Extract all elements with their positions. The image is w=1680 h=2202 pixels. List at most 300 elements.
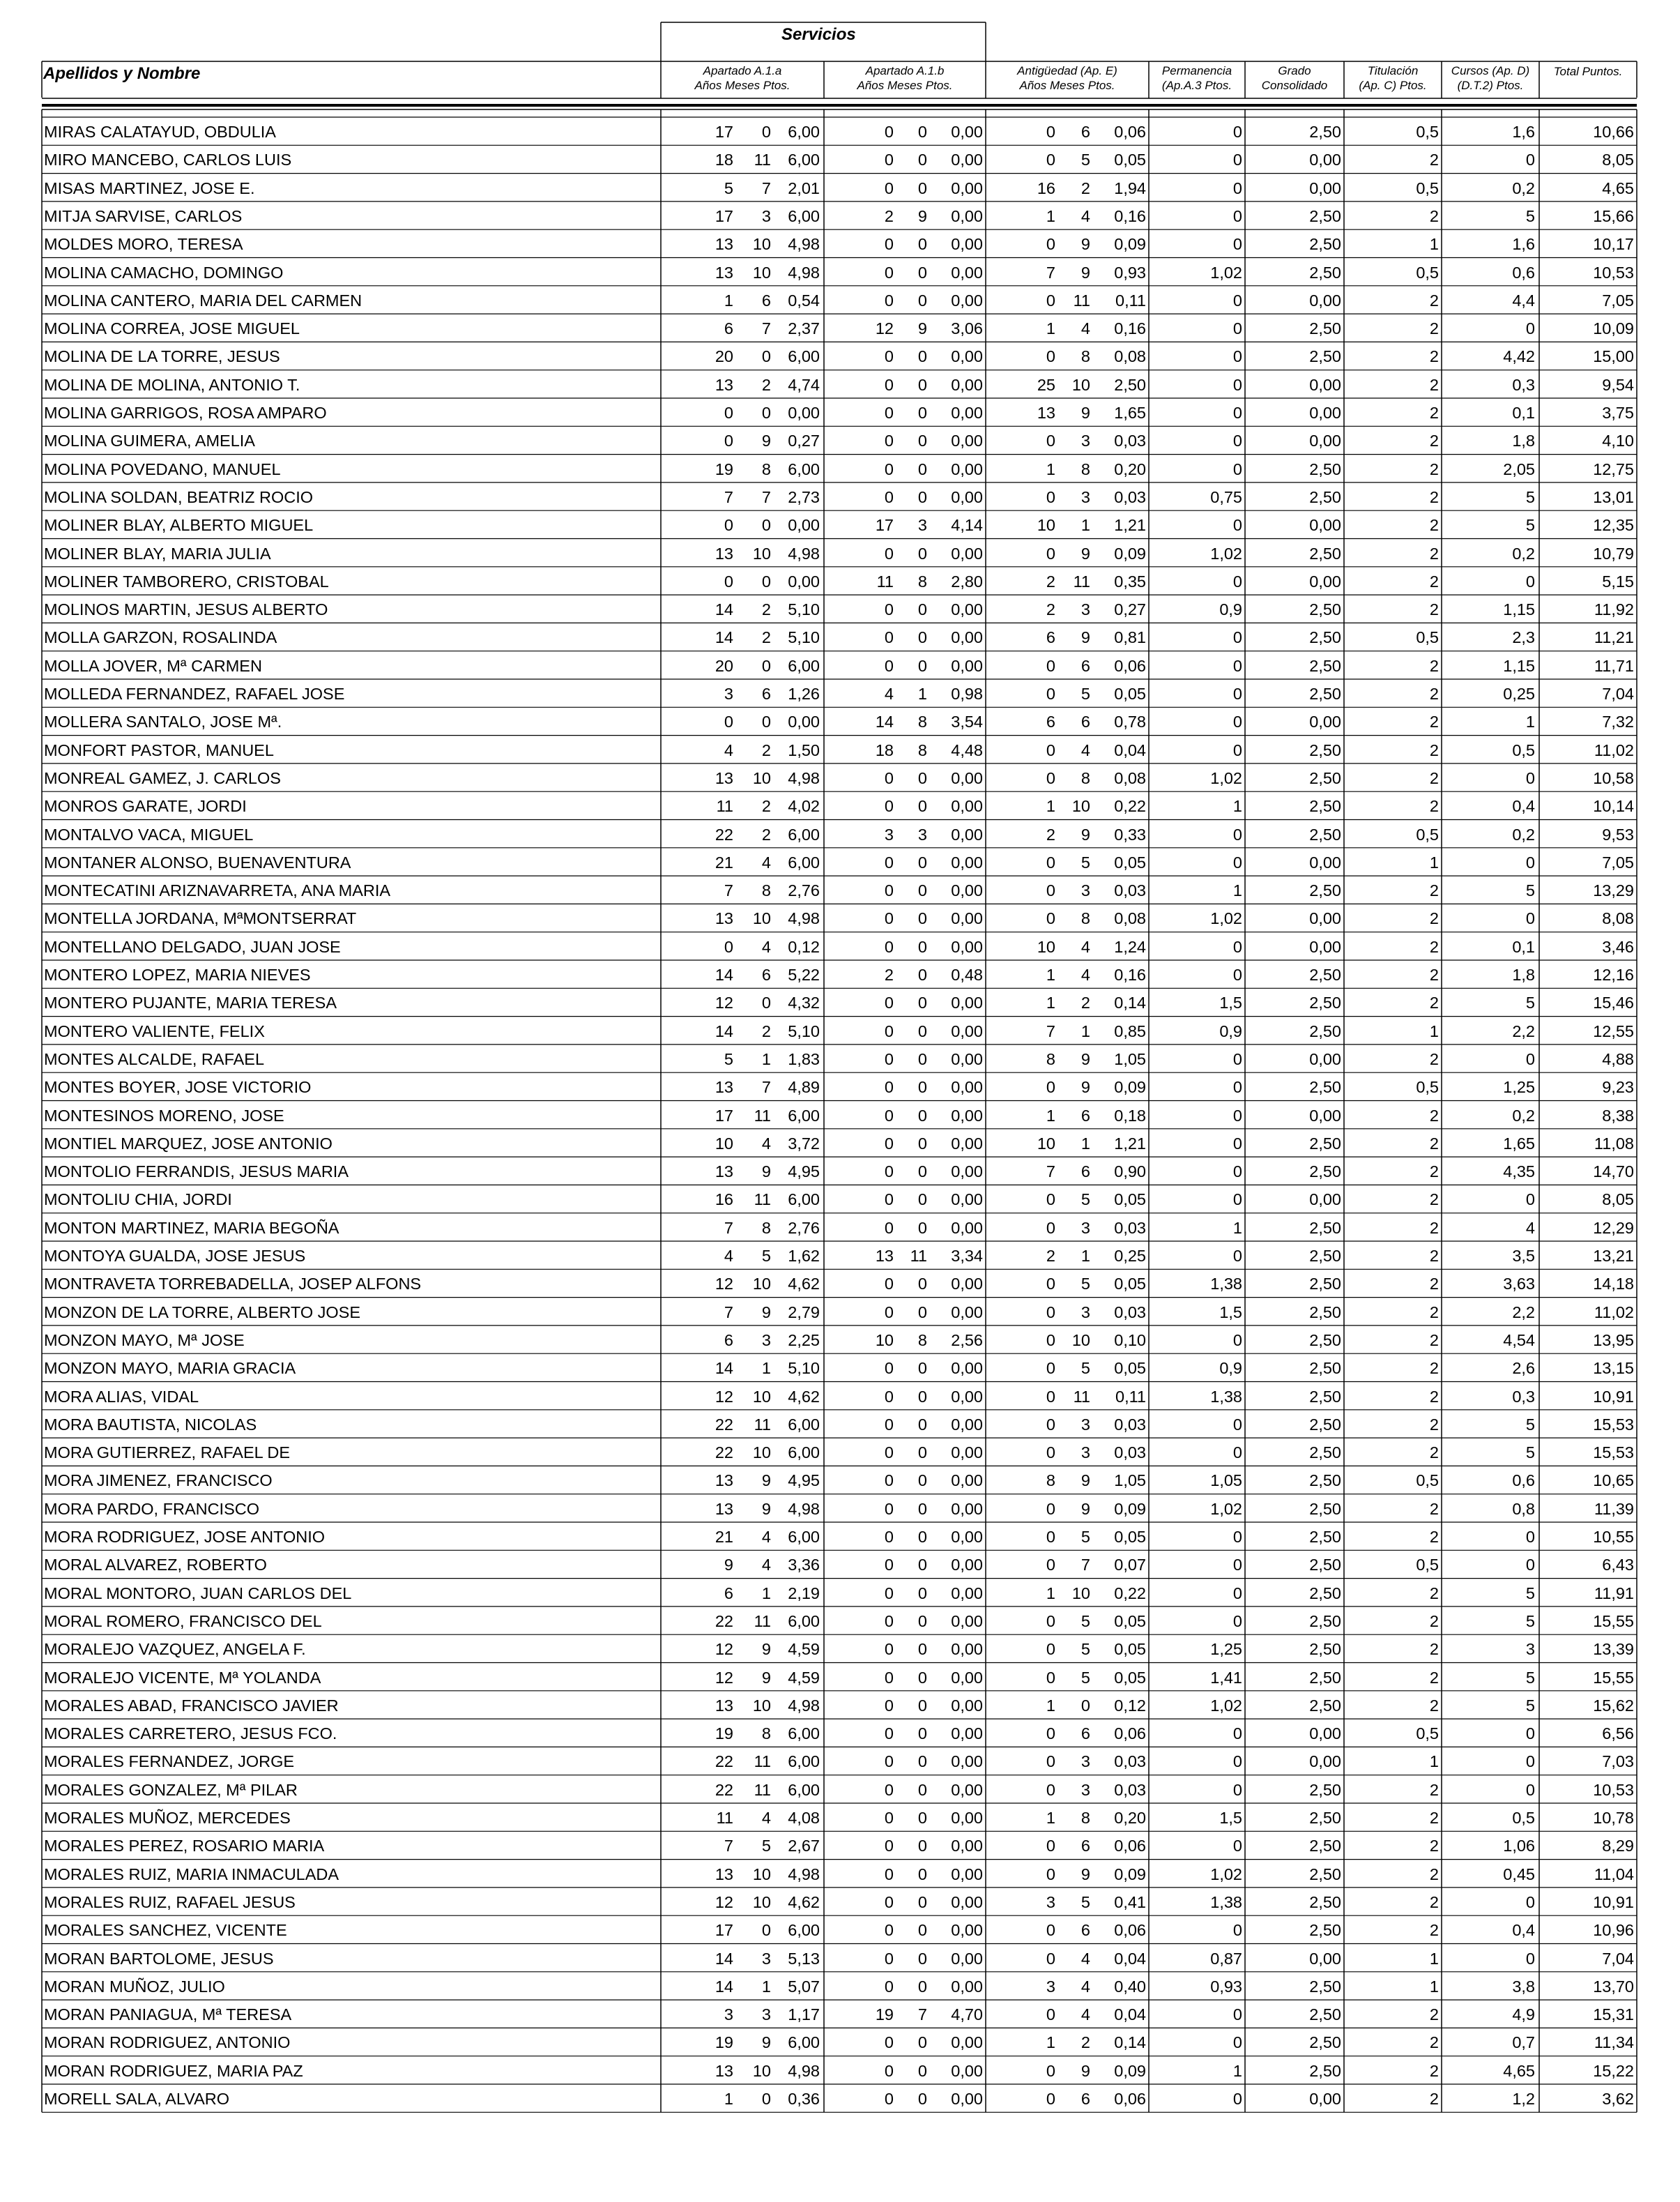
cell-a1a-points: 1,83 (788, 1049, 820, 1068)
cell-a1a-months: 4 (761, 853, 771, 872)
cell-a1b-points: 0,00 (951, 1471, 983, 1490)
cell-name: MONZON MAYO, Mª JOSE (44, 1330, 245, 1349)
cell-a1a-months: 3 (761, 206, 771, 225)
cell-seniority-points: 0,03 (1114, 432, 1146, 450)
cell-name: MOLINA CANTERO, MARIA DEL CARMEN (44, 291, 362, 310)
cell-a1a-years: 13 (715, 1499, 733, 1518)
cell-seniority-months: 4 (1080, 1977, 1090, 1996)
cell-a1a-points: 4,59 (788, 1668, 820, 1687)
cell-degree-points: 2 (1429, 206, 1439, 225)
cell-a1a-points: 4,02 (788, 797, 820, 816)
cell-a1a-points: 6,00 (788, 1106, 820, 1125)
cell-degree-points: 1 (1429, 235, 1439, 254)
cell-courses-points: 5 (1525, 487, 1535, 506)
cell-seniority-years: 0 (1046, 487, 1055, 506)
cell-total-points: 13,70 (1593, 1977, 1634, 1996)
cell-a1a-months: 1 (761, 1977, 771, 1996)
cell-a1b-months: 0 (917, 1724, 927, 1743)
cell-a1b-years: 0 (884, 1865, 894, 1883)
cell-a1b-years: 0 (884, 123, 894, 141)
cell-permanence: 0 (1232, 516, 1242, 535)
cell-total-points: 15,22 (1593, 2061, 1634, 2080)
cell-permanence: 0 (1232, 1190, 1242, 1209)
cell-total-points: 13,29 (1593, 881, 1634, 900)
cell-consolidated-grade: 2,50 (1309, 1443, 1341, 1462)
cell-a1b-points: 0,00 (951, 2061, 983, 2080)
cell-a1b-points: 0,00 (951, 628, 983, 647)
cell-consolidated-grade: 2,50 (1309, 656, 1341, 675)
cell-a1a-years: 13 (715, 1471, 733, 1490)
cell-a1b-points: 0,00 (951, 1359, 983, 1378)
cell-total-points: 10,17 (1593, 235, 1634, 254)
cell-a1b-years: 0 (884, 2061, 894, 2080)
cell-total-points: 11,02 (1594, 1303, 1634, 1321)
cell-a1a-months: 2 (761, 1022, 771, 1040)
cell-a1b-months: 0 (917, 1499, 927, 1518)
cell-a1b-months: 0 (917, 937, 927, 956)
cell-a1a-points: 4,98 (788, 2061, 820, 2080)
cell-a1a-months: 10 (752, 1443, 771, 1462)
cell-a1a-months: 4 (761, 937, 771, 956)
cell-a1b-points: 4,14 (951, 516, 983, 535)
cell-a1a-months: 9 (761, 1640, 771, 1659)
cell-seniority-months: 5 (1080, 1640, 1090, 1659)
cell-a1a-months: 7 (761, 319, 771, 338)
cell-courses-points: 5 (1525, 994, 1535, 1012)
cell-a1a-points: 5,10 (788, 600, 820, 619)
cell-seniority-points: 1,21 (1114, 516, 1146, 535)
cell-name: MORALES FERNANDEZ, JORGE (44, 1752, 295, 1771)
cell-seniority-points: 0,09 (1114, 1078, 1146, 1097)
cell-a1b-points: 0,00 (951, 1949, 983, 1968)
cell-consolidated-grade: 2,50 (1309, 1218, 1341, 1237)
cell-name: MOLDES MORO, TERESA (44, 235, 243, 254)
cell-courses-points: 5 (1525, 1611, 1535, 1630)
cell-permanence: 0 (1232, 628, 1242, 647)
cell-consolidated-grade: 2,50 (1309, 1921, 1341, 1940)
cell-seniority-years: 0 (1046, 1443, 1055, 1462)
cell-total-points: 10,66 (1593, 123, 1634, 141)
cell-seniority-months: 8 (1080, 909, 1090, 928)
cell-degree-points: 0,5 (1416, 1556, 1439, 1574)
cell-degree-points: 2 (1429, 404, 1439, 422)
cell-name: MORAN PANIAGUA, Mª TERESA (44, 2005, 292, 2024)
cell-seniority-points: 0,14 (1114, 2033, 1146, 2052)
cell-a1a-months: 0 (761, 2090, 771, 2108)
cell-a1b-years: 0 (884, 2090, 894, 2108)
cell-courses-points: 0 (1525, 1752, 1535, 1771)
cell-degree-points: 2 (1429, 994, 1439, 1012)
cell-seniority-years: 1 (1046, 797, 1055, 816)
cell-a1b-months: 0 (917, 291, 927, 310)
cell-name: MONTES BOYER, JOSE VICTORIO (44, 1078, 312, 1097)
cell-seniority-years: 1 (1046, 206, 1055, 225)
cell-permanence: 0 (1232, 179, 1242, 197)
cell-a1a-points: 4,98 (788, 263, 820, 282)
cell-a1a-years: 17 (715, 1921, 733, 1940)
cell-a1a-points: 6,00 (788, 1528, 820, 1546)
cell-a1a-months: 3 (761, 1330, 771, 1349)
cell-a1b-years: 0 (884, 1190, 894, 1209)
cell-a1b-months: 0 (917, 151, 927, 169)
cell-a1b-points: 0,00 (951, 1921, 983, 1940)
cell-name: MOLINOS MARTIN, JESUS ALBERTO (44, 600, 328, 619)
cell-a1b-years: 12 (875, 319, 894, 338)
cell-a1a-points: 6,00 (788, 347, 820, 366)
cell-seniority-months: 9 (1080, 628, 1090, 647)
cell-total-points: 7,05 (1602, 853, 1634, 872)
cell-name: MONZON MAYO, MARIA GRACIA (44, 1359, 296, 1378)
cell-seniority-points: 0,90 (1114, 1162, 1146, 1181)
cell-courses-points: 5 (1525, 1415, 1535, 1434)
cell-a1a-years: 3 (724, 2005, 733, 2024)
cell-name: MONTOLIU CHIA, JORDI (44, 1190, 232, 1209)
cell-consolidated-grade: 2,50 (1309, 487, 1341, 506)
cell-a1b-points: 0,00 (951, 1162, 983, 1181)
cell-a1b-months: 0 (917, 1949, 927, 1968)
cell-courses-points: 0 (1525, 572, 1535, 591)
cell-degree-points: 2 (1429, 797, 1439, 816)
cell-seniority-years: 13 (1037, 404, 1055, 422)
cell-name: MISAS MARTINEZ, JOSE E. (44, 179, 255, 197)
cell-seniority-months: 10 (1071, 375, 1090, 394)
cell-permanence: 0 (1232, 291, 1242, 310)
cell-a1a-months: 1 (761, 1584, 771, 1602)
cell-a1a-months: 4 (761, 1556, 771, 1574)
cell-total-points: 3,75 (1602, 404, 1634, 422)
cell-seniority-points: 1,05 (1114, 1049, 1146, 1068)
cell-courses-points: 0 (1525, 151, 1535, 169)
cell-a1a-months: 4 (761, 1809, 771, 1827)
cell-courses-points: 2,2 (1512, 1303, 1535, 1321)
cell-courses-points: 0 (1525, 768, 1535, 787)
cell-a1b-years: 18 (875, 741, 894, 759)
cell-a1b-years: 0 (884, 909, 894, 928)
cell-a1a-points: 1,62 (788, 1247, 820, 1265)
cell-a1a-years: 12 (715, 1892, 733, 1911)
cell-permanence: 1 (1232, 881, 1242, 900)
cell-total-points: 10,65 (1593, 1471, 1634, 1490)
cell-a1a-years: 22 (715, 825, 733, 844)
cell-courses-points: 5 (1525, 881, 1535, 900)
cell-consolidated-grade: 2,50 (1309, 1275, 1341, 1293)
cell-seniority-years: 0 (1046, 1218, 1055, 1237)
cell-a1a-months: 2 (761, 600, 771, 619)
cell-a1a-years: 0 (724, 572, 733, 591)
cell-a1b-years: 0 (884, 1696, 894, 1715)
cell-seniority-years: 0 (1046, 151, 1055, 169)
cell-seniority-points: 0,16 (1114, 206, 1146, 225)
cell-name: MONROS GARATE, JORDI (44, 797, 247, 816)
cell-a1b-months: 0 (917, 1921, 927, 1940)
cell-a1a-months: 0 (761, 656, 771, 675)
cell-a1a-years: 12 (715, 1275, 733, 1293)
cell-seniority-years: 6 (1046, 628, 1055, 647)
cell-permanence: 0,9 (1219, 600, 1242, 619)
cell-degree-points: 2 (1429, 460, 1439, 478)
cell-courses-points: 0,4 (1512, 797, 1535, 816)
cell-seniority-years: 7 (1046, 1162, 1055, 1181)
cell-permanence: 0 (1232, 1752, 1242, 1771)
cell-degree-points: 2 (1429, 516, 1439, 535)
cell-a1b-months: 0 (917, 1471, 927, 1490)
cell-seniority-points: 0,81 (1114, 628, 1146, 647)
cell-seniority-points: 0,04 (1114, 1949, 1146, 1968)
cell-a1b-months: 0 (917, 347, 927, 366)
cell-name: MORALES RUIZ, RAFAEL JESUS (44, 1892, 296, 1911)
cell-a1b-points: 0,00 (951, 235, 983, 254)
cell-seniority-years: 0 (1046, 1415, 1055, 1434)
cell-courses-points: 0,7 (1512, 2033, 1535, 2052)
cell-name: MORALES ABAD, FRANCISCO JAVIER (44, 1696, 339, 1715)
cell-a1b-years: 0 (884, 544, 894, 563)
cell-a1a-points: 4,98 (788, 1696, 820, 1715)
cell-consolidated-grade: 2,50 (1309, 1837, 1341, 1855)
cell-a1a-years: 0 (724, 432, 733, 450)
cell-a1a-points: 4,08 (788, 1809, 820, 1827)
cell-seniority-months: 8 (1080, 768, 1090, 787)
cell-a1b-months: 3 (917, 825, 927, 844)
cell-seniority-years: 1 (1046, 994, 1055, 1012)
cell-permanence: 0 (1232, 151, 1242, 169)
cell-permanence: 0 (1232, 825, 1242, 844)
cell-a1a-years: 19 (715, 460, 733, 478)
cell-total-points: 7,32 (1602, 713, 1634, 731)
cell-permanence: 0 (1232, 432, 1242, 450)
cell-a1a-years: 6 (724, 319, 733, 338)
cell-permanence: 0 (1232, 1724, 1242, 1743)
cell-a1a-years: 18 (715, 151, 733, 169)
cell-name: MONTRAVETA TORREBADELLA, JOSEP ALFONS (44, 1275, 422, 1293)
column-header-label: Titulación (1367, 64, 1419, 77)
cell-a1b-months: 9 (917, 319, 927, 338)
cell-a1b-years: 0 (884, 1415, 894, 1434)
cell-seniority-months: 6 (1080, 1162, 1090, 1181)
cell-a1b-years: 0 (884, 1724, 894, 1743)
cell-seniority-points: 0,06 (1114, 1724, 1146, 1743)
cell-permanence: 0 (1232, 347, 1242, 366)
cell-seniority-points: 0,09 (1114, 1865, 1146, 1883)
cell-consolidated-grade: 2,50 (1309, 966, 1341, 984)
cell-total-points: 15,55 (1593, 1668, 1634, 1687)
cell-name: MORAL MONTORO, JUAN CARLOS DEL (44, 1584, 352, 1602)
cell-name: MOLINA DE MOLINA, ANTONIO T. (44, 375, 300, 394)
cell-degree-points: 2 (1429, 768, 1439, 787)
cell-permanence: 1,02 (1210, 1696, 1242, 1715)
cell-courses-points: 0 (1525, 909, 1535, 928)
cell-seniority-months: 5 (1080, 1275, 1090, 1293)
cell-consolidated-grade: 2,50 (1309, 1359, 1341, 1378)
cell-permanence: 1 (1232, 2061, 1242, 2080)
cell-permanence: 1,5 (1219, 1809, 1242, 1827)
cell-name: MONFORT PASTOR, MANUEL (44, 741, 274, 759)
cell-name: MOLLEDA FERNANDEZ, RAFAEL JOSE (44, 685, 345, 703)
cell-total-points: 12,75 (1593, 460, 1634, 478)
cell-name: MOLINA POVEDANO, MANUEL (44, 460, 281, 478)
cell-seniority-months: 5 (1080, 1611, 1090, 1630)
cell-seniority-years: 0 (1046, 291, 1055, 310)
cell-name: MONTOLIO FERRANDIS, JESUS MARIA (44, 1162, 349, 1181)
cell-a1a-months: 11 (754, 1780, 771, 1799)
cell-seniority-months: 4 (1080, 937, 1090, 956)
cell-name: MORA RODRIGUEZ, JOSE ANTONIO (44, 1528, 326, 1546)
cell-seniority-points: 0,03 (1114, 1218, 1146, 1237)
cell-a1b-months: 0 (917, 2061, 927, 2080)
cell-seniority-years: 0 (1046, 1556, 1055, 1574)
cell-a1b-years: 2 (884, 966, 894, 984)
cell-name: MONTANER ALONSO, BUENAVENTURA (44, 853, 351, 872)
cell-name: MORALES SANCHEZ, VICENTE (44, 1921, 287, 1940)
cell-seniority-months: 9 (1080, 263, 1090, 282)
cell-a1a-points: 4,98 (788, 1499, 820, 1518)
cell-total-points: 10,91 (1593, 1892, 1634, 1911)
cell-degree-points: 2 (1429, 1387, 1439, 1406)
cell-seniority-years: 0 (1046, 741, 1055, 759)
cell-seniority-points: 0,11 (1115, 291, 1146, 310)
cell-degree-points: 2 (1429, 909, 1439, 928)
cell-a1b-points: 0,00 (951, 1443, 983, 1462)
cell-permanence: 0 (1232, 713, 1242, 731)
cell-total-points: 15,46 (1593, 994, 1634, 1012)
cell-a1a-points: 6,00 (788, 1443, 820, 1462)
cell-a1a-years: 3 (724, 685, 733, 703)
cell-a1b-years: 0 (884, 768, 894, 787)
cell-seniority-months: 11 (1073, 291, 1090, 310)
cell-total-points: 6,56 (1602, 1724, 1634, 1743)
cell-a1a-months: 11 (754, 151, 771, 169)
cell-total-points: 11,21 (1594, 628, 1634, 647)
cell-permanence: 1,5 (1219, 1303, 1242, 1321)
cell-consolidated-grade: 2,50 (1309, 1134, 1341, 1153)
cell-a1b-points: 0,00 (951, 1049, 983, 1068)
cell-a1b-points: 3,06 (951, 319, 983, 338)
cell-a1a-years: 17 (715, 206, 733, 225)
cell-a1a-years: 22 (715, 1415, 733, 1434)
cell-a1b-years: 0 (884, 1078, 894, 1097)
cell-a1a-points: 6,00 (788, 1415, 820, 1434)
cell-seniority-months: 4 (1080, 2005, 1090, 2024)
cell-permanence: 0 (1232, 2005, 1242, 2024)
cell-a1b-months: 0 (917, 797, 927, 816)
cell-seniority-years: 0 (1046, 123, 1055, 141)
cell-permanence: 1 (1232, 797, 1242, 816)
cell-permanence: 0 (1232, 319, 1242, 338)
cell-a1a-years: 14 (715, 1359, 733, 1378)
cell-a1b-years: 0 (884, 1837, 894, 1855)
cell-a1b-years: 17 (875, 516, 894, 535)
column-header-label: Apartado A.1.b (865, 64, 945, 77)
cell-consolidated-grade: 2,50 (1309, 600, 1341, 619)
column-header-label: Cursos (Ap. D) (1451, 64, 1530, 77)
cell-a1a-months: 3 (761, 2005, 771, 2024)
cell-a1a-months: 8 (761, 460, 771, 478)
cell-total-points: 11,02 (1594, 741, 1634, 759)
cell-total-points: 3,46 (1602, 937, 1634, 956)
cell-a1a-months: 9 (761, 2033, 771, 2052)
cell-a1b-months: 0 (917, 1218, 927, 1237)
cell-courses-points: 1 (1525, 713, 1535, 731)
cell-a1b-months: 3 (917, 516, 927, 535)
cell-a1b-months: 0 (917, 1443, 927, 1462)
cell-courses-points: 2,3 (1512, 628, 1535, 647)
cell-degree-points: 2 (1429, 1584, 1439, 1602)
cell-a1b-months: 0 (917, 966, 927, 984)
cell-a1b-years: 0 (884, 1443, 894, 1462)
cell-permanence: 0 (1232, 685, 1242, 703)
cell-a1b-points: 0,00 (951, 1275, 983, 1293)
cell-a1b-years: 0 (884, 487, 894, 506)
cell-permanence: 0 (1232, 206, 1242, 225)
cell-courses-points: 3,63 (1503, 1275, 1535, 1293)
cell-a1a-months: 11 (754, 1752, 771, 1771)
cell-a1a-points: 2,19 (788, 1584, 820, 1602)
cell-courses-points: 4,4 (1512, 291, 1535, 310)
cell-courses-points: 0,25 (1503, 685, 1535, 703)
cell-consolidated-grade: 2,50 (1309, 1162, 1341, 1181)
cell-seniority-years: 0 (1046, 1330, 1055, 1349)
cell-seniority-months: 7 (1080, 1556, 1090, 1574)
cell-a1b-years: 0 (884, 1611, 894, 1630)
cell-a1b-years: 0 (884, 432, 894, 450)
cell-permanence: 0 (1232, 1078, 1242, 1097)
cell-a1b-years: 0 (884, 1752, 894, 1771)
cell-a1b-years: 0 (884, 1387, 894, 1406)
cell-seniority-months: 3 (1080, 1752, 1090, 1771)
cell-seniority-points: 0,04 (1114, 741, 1146, 759)
cell-courses-points: 0,1 (1512, 404, 1535, 422)
cell-seniority-points: 0,06 (1114, 1837, 1146, 1855)
cell-consolidated-grade: 2,50 (1309, 1696, 1341, 1715)
cell-a1a-years: 7 (724, 487, 733, 506)
cell-seniority-points: 0,05 (1114, 151, 1146, 169)
cell-degree-points: 2 (1429, 881, 1439, 900)
cell-a1b-months: 0 (917, 881, 927, 900)
cell-permanence: 1,38 (1210, 1275, 1242, 1293)
cell-permanence: 1,02 (1210, 263, 1242, 282)
cell-consolidated-grade: 2,50 (1309, 1556, 1341, 1574)
cell-total-points: 13,21 (1593, 1247, 1634, 1265)
cell-seniority-years: 0 (1046, 1724, 1055, 1743)
cell-seniority-points: 0,09 (1114, 1499, 1146, 1518)
cell-total-points: 12,35 (1593, 516, 1634, 535)
cell-seniority-years: 1 (1046, 2033, 1055, 2052)
cell-a1a-years: 22 (715, 1611, 733, 1630)
cell-permanence: 1,02 (1210, 1499, 1242, 1518)
cell-seniority-points: 0,08 (1114, 347, 1146, 366)
cell-total-points: 8,29 (1602, 1837, 1634, 1855)
cell-a1b-points: 0,00 (951, 1668, 983, 1687)
cell-consolidated-grade: 2,50 (1309, 2033, 1341, 2052)
cell-seniority-years: 0 (1046, 685, 1055, 703)
cell-name: MOLLA JOVER, Mª CARMEN (44, 656, 262, 675)
cell-a1b-months: 0 (917, 1022, 927, 1040)
cell-consolidated-grade: 0,00 (1309, 516, 1341, 535)
cell-name: MONTES ALCALDE, RAFAEL (44, 1049, 265, 1068)
cell-a1b-points: 0,00 (951, 2033, 983, 2052)
cell-a1b-months: 0 (917, 1668, 927, 1687)
column-header-label: Años Meses Ptos. (694, 79, 791, 92)
cell-courses-points: 5 (1525, 1668, 1535, 1687)
cell-seniority-months: 2 (1080, 994, 1090, 1012)
cell-a1a-points: 6,00 (788, 151, 820, 169)
cell-a1a-points: 6,00 (788, 1752, 820, 1771)
cell-permanence: 1,41 (1210, 1668, 1242, 1687)
cell-a1a-months: 0 (761, 572, 771, 591)
cell-permanence: 1,02 (1210, 768, 1242, 787)
cell-courses-points: 0,2 (1512, 179, 1535, 197)
cell-a1a-years: 22 (715, 1780, 733, 1799)
cell-name: MOLINER BLAY, MARIA JULIA (44, 544, 271, 563)
